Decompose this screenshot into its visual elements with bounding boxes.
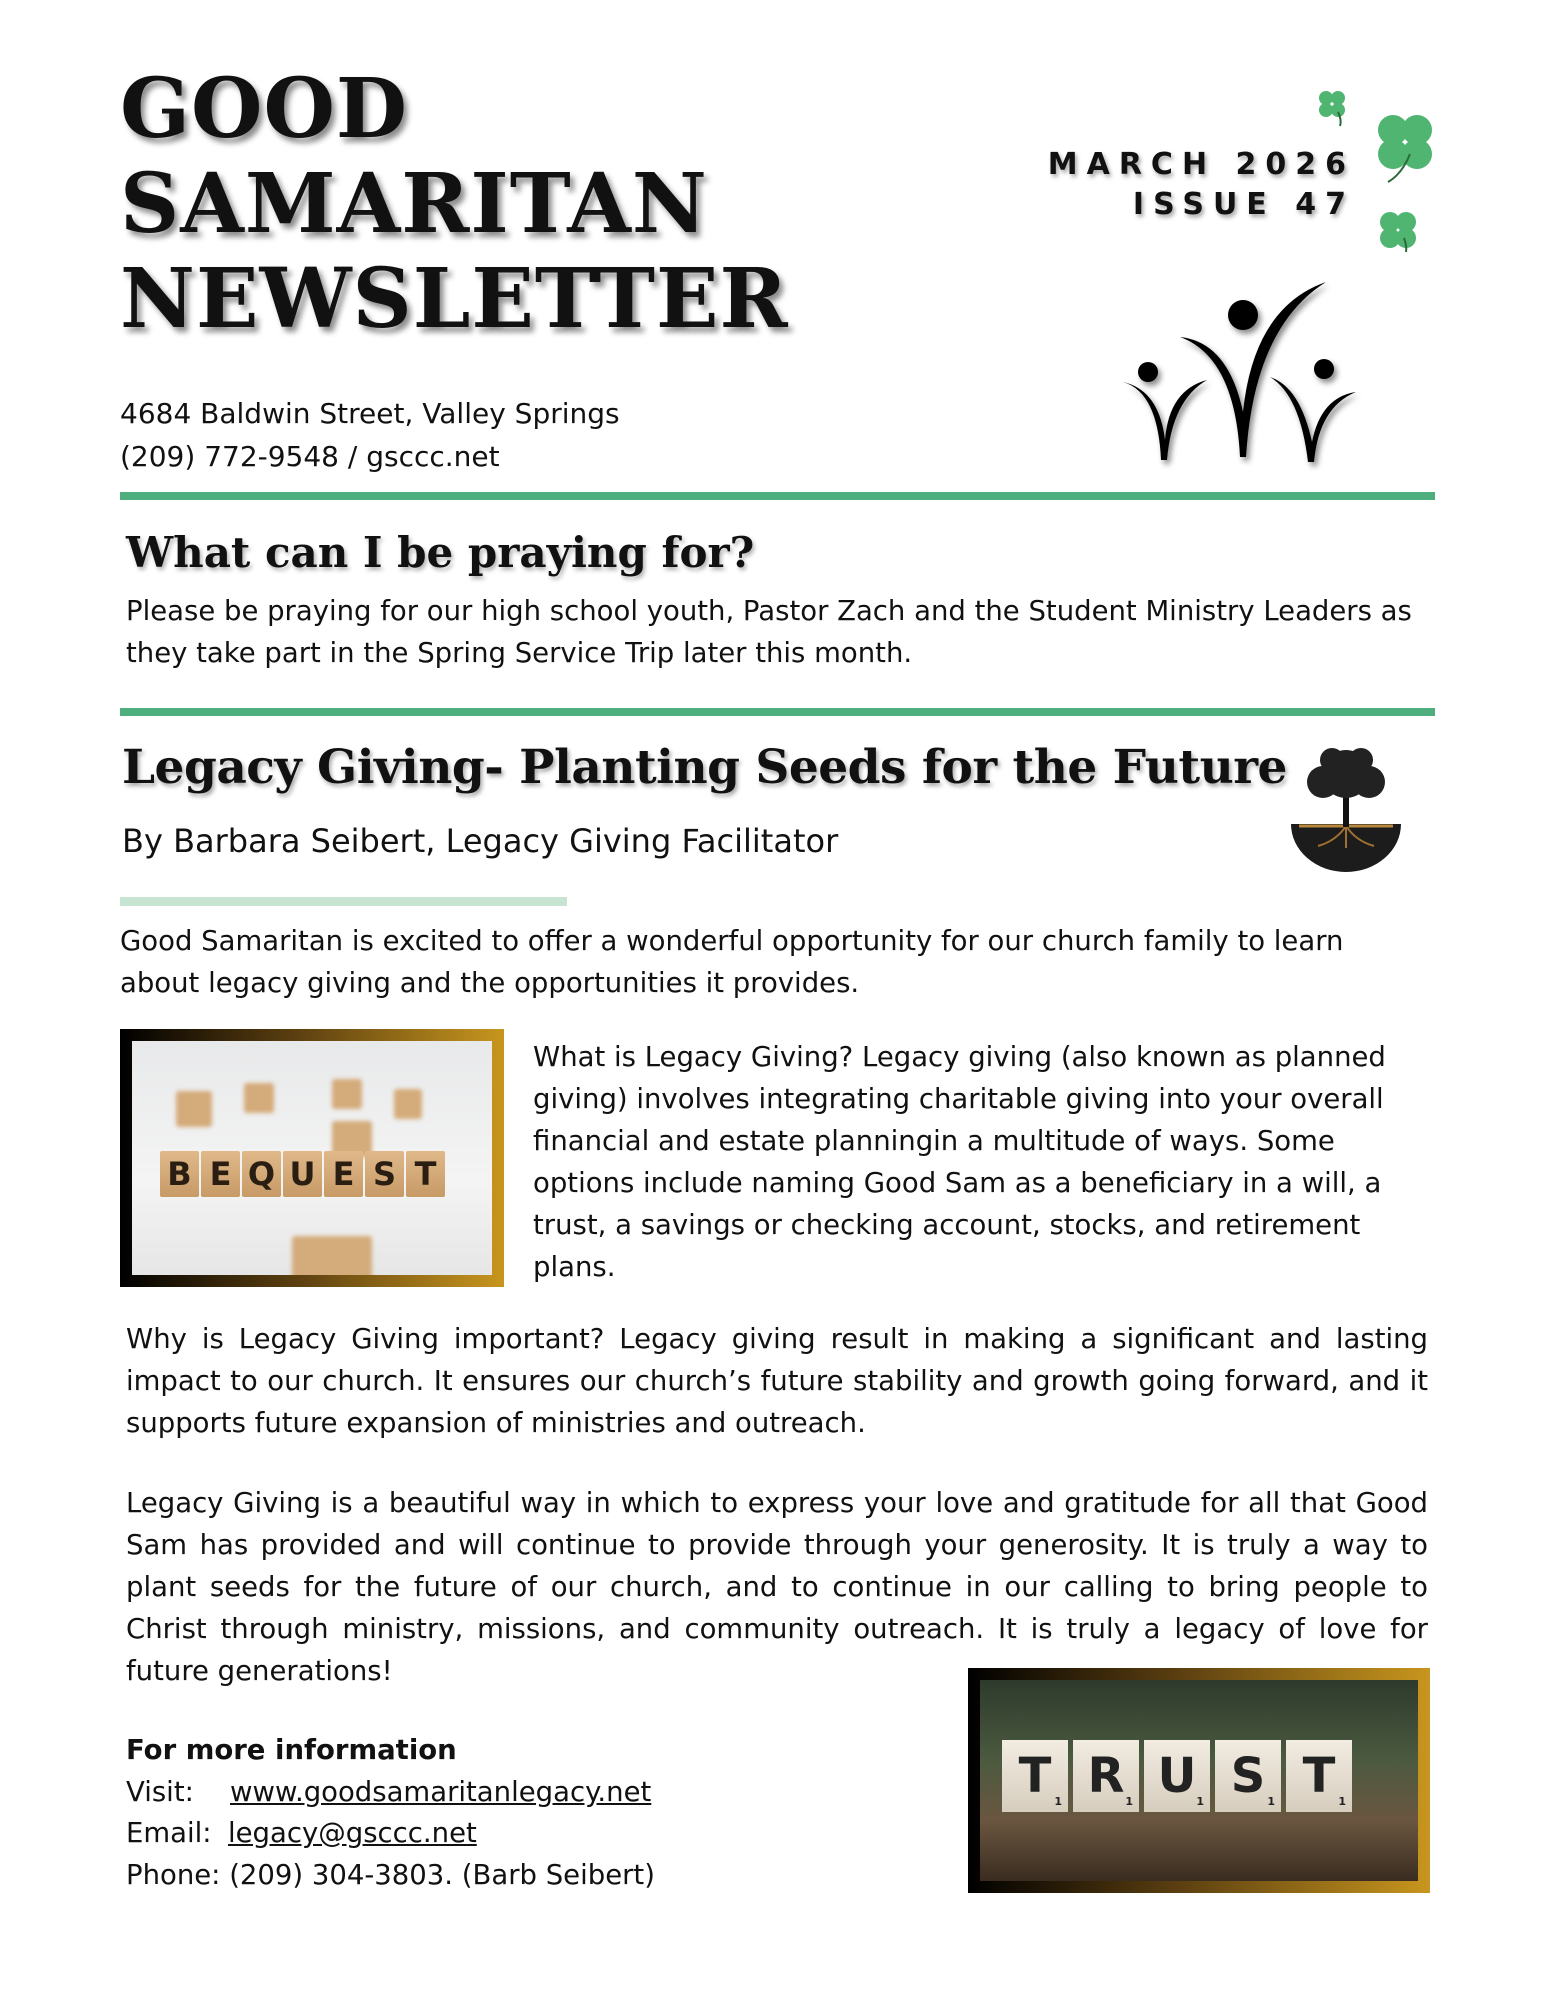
title-line: GOOD <box>120 61 408 157</box>
bequest-tiles <box>160 1151 445 1197</box>
trust-tiles: T 1 R 1 U 1 S 1 T 1 <box>1002 1740 1352 1812</box>
more-info-heading: For more information <box>126 1734 457 1766</box>
letter-tile: T <box>406 1151 445 1197</box>
visit-label: Visit: <box>126 1775 194 1808</box>
phone-label: Phone: <box>126 1858 221 1891</box>
letter-tile: T <box>1302 1748 1336 1804</box>
letter-tile: U <box>283 1151 322 1197</box>
letter-tile: Q <box>242 1151 281 1197</box>
what-is-legacy-giving: What is Legacy Giving? Legacy giving (also known as planned giving) involves integrating charitable giving into your overall financial and estate planningin a multitude of ways. Some options include naming Good Sam as a beneficiary in a will, a trust, a savings or checking account, stocks, and retirement plans. <box>533 1041 1386 1283</box>
issue-number: ISSUE 47 <box>1132 187 1355 222</box>
more-info <box>126 1730 655 1896</box>
legacy-of-love: Legacy Giving is a beautiful way in which to express your love and gratitude for all that Good Sam has provided and will continue to provide through your generosity. It is truly a way to plant seeds for the future of our church, and to continue in our calling to bring people to Christ through ministry, missions, and community outreach. It is truly a legacy of love for future generations! <box>126 1487 1428 1687</box>
website-link[interactable]: www.goodsamaritanlegacy.net <box>230 1775 652 1808</box>
title-line: NEWSLETTER <box>120 251 789 347</box>
bequest-image <box>120 1029 504 1287</box>
letter-tile: S <box>1230 1748 1266 1804</box>
divider <box>120 492 1435 500</box>
prayer-heading: What can I be praying for? <box>126 528 755 577</box>
legacy-heading: Legacy Giving- Planting Seeds for the Future <box>122 740 1287 795</box>
letter-tile: B <box>160 1151 199 1197</box>
email-label: Email: <box>126 1817 212 1849</box>
address-block <box>120 392 620 478</box>
why-legacy-giving: Why is Legacy Giving important? Legacy giving result in making a significant and lasting impact to our church. It ensures our church’s future stability and growth going forward, and it supports future expansion of ministries and outreach. <box>126 1323 1428 1439</box>
email-link[interactable]: legacy@gsccc.net <box>228 1817 477 1849</box>
prayer-text: Please be praying for our high school youth, Pastor Zach and the Student Ministry Leaders as they take part in the Spring Service Trip later this month. <box>126 595 1412 669</box>
phone-number: (209) 304-3803. (Barb Seibert) <box>229 1858 655 1891</box>
newsletter-title <box>120 62 789 347</box>
letter-tile: S <box>365 1151 404 1197</box>
issue-info <box>1048 145 1355 225</box>
title-line: SAMARITAN <box>120 156 708 252</box>
phone-website: (209) 772-9548 / gsccc.net <box>120 440 500 473</box>
byline: By Barbara Seibert, Legacy Giving Facilitator <box>122 822 839 860</box>
legacy-intro: Good Samaritan is excited to offer a wonderful opportunity for our church family to learn about legacy giving and the opportunities it provides. <box>120 925 1344 999</box>
trust-image <box>968 1668 1430 1893</box>
letter-tile: E <box>324 1151 363 1197</box>
clover-icon <box>1310 82 1450 262</box>
divider <box>120 708 1435 716</box>
church-logo-icon <box>1120 262 1370 472</box>
tree-icon <box>1287 742 1405 872</box>
issue-date: MARCH 2026 <box>1047 147 1355 182</box>
address: 4684 Baldwin Street, Valley Springs <box>120 397 620 430</box>
letter-tile: R <box>1087 1748 1125 1804</box>
letter-tile: U <box>1157 1748 1197 1804</box>
accent-bar <box>120 897 567 906</box>
letter-tile: T <box>1018 1748 1052 1804</box>
letter-tile: E <box>201 1151 240 1197</box>
